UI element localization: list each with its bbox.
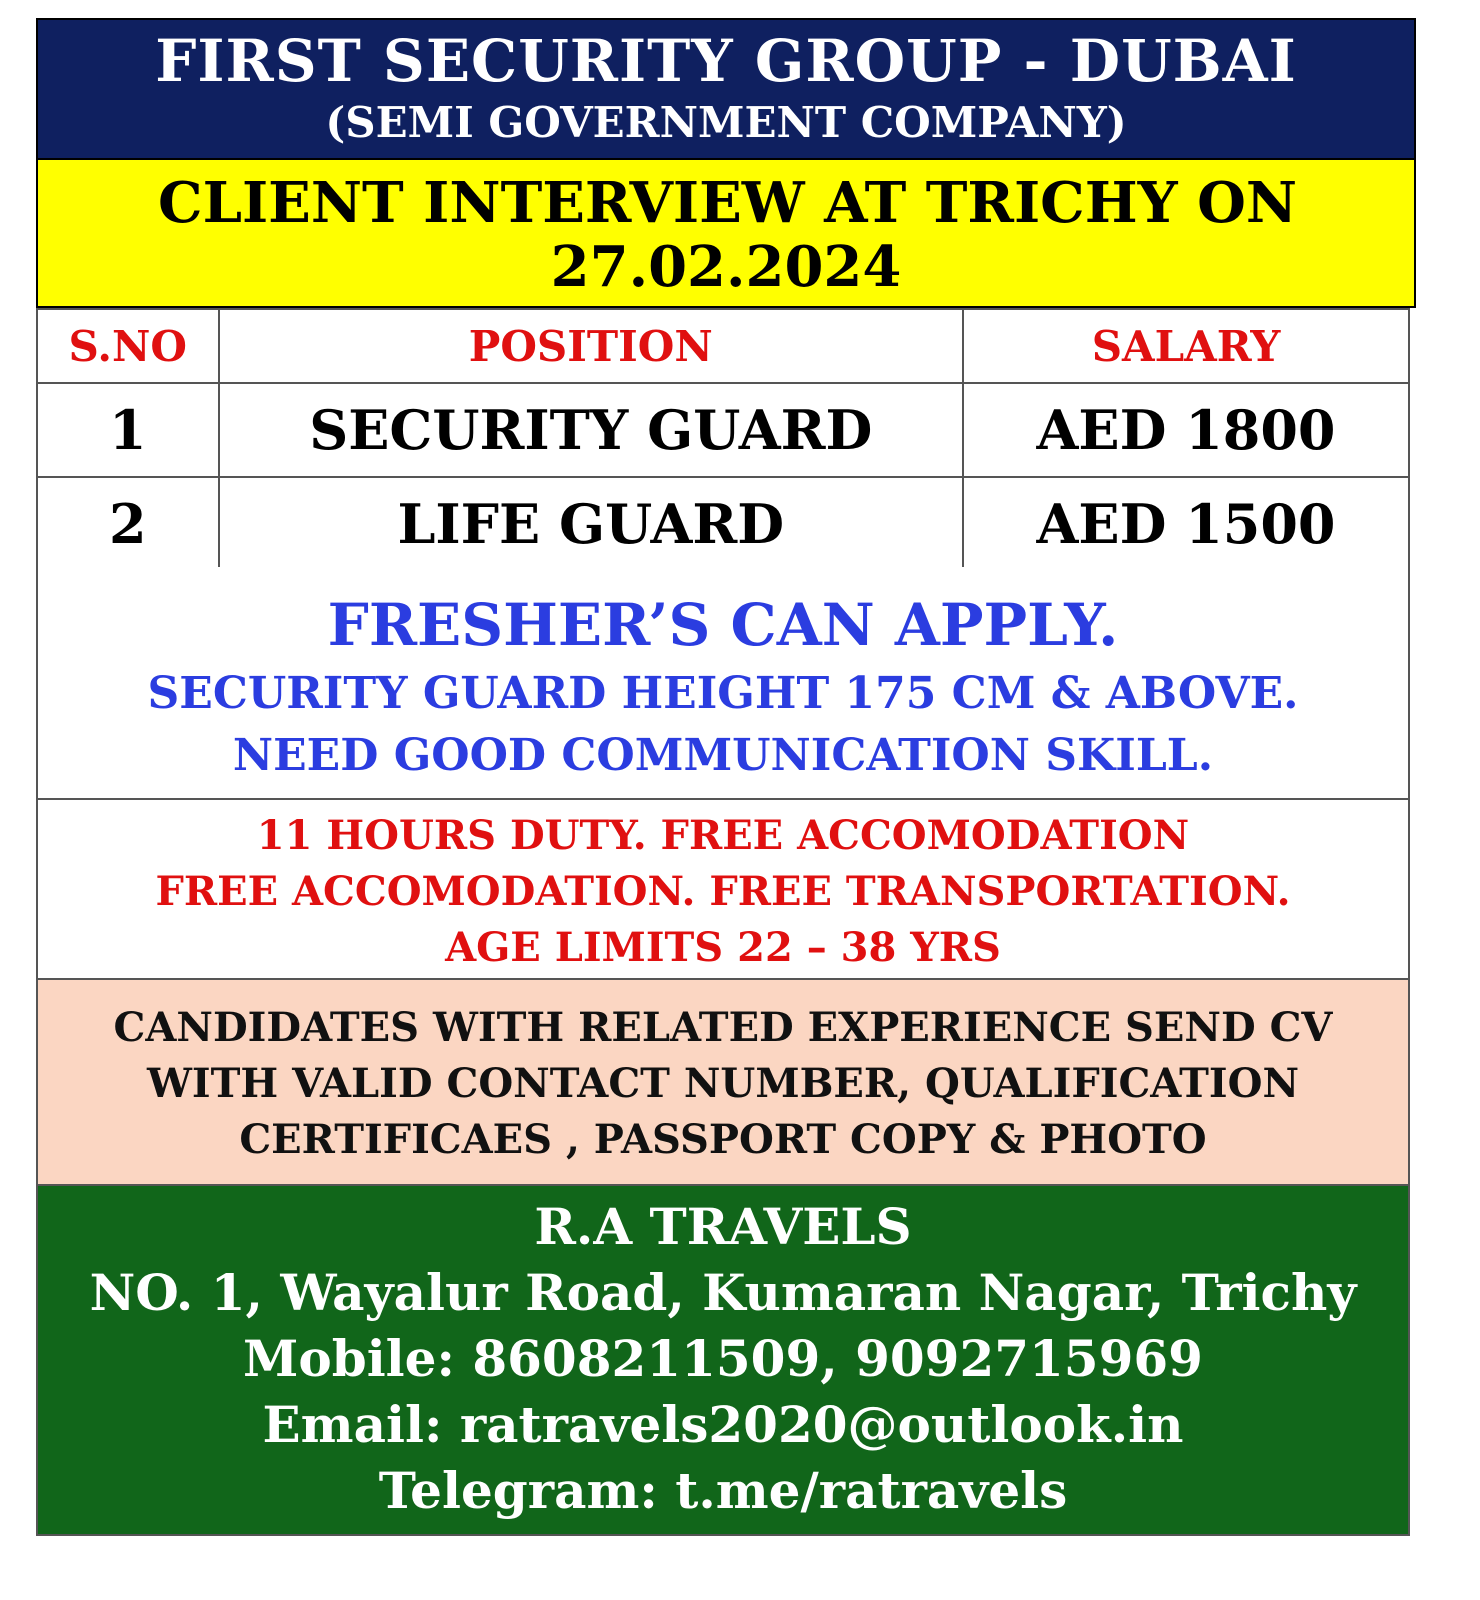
contact-section (36, 1186, 1410, 1536)
apply-line-1: CANDIDATES WITH RELATED EXPERIENCE SEND CV (113, 1004, 1333, 1051)
application-instructions (36, 980, 1410, 1186)
table-row (37, 383, 1409, 477)
row-salary: AED 1800 (963, 383, 1409, 477)
accommodation-transport: FREE ACCOMODATION. FREE TRANSPORTATION. (155, 868, 1291, 915)
apply-line-3: CERTIFICAES , PASSPORT COPY & PHOTO (239, 1116, 1207, 1163)
benefits-section (36, 800, 1410, 980)
agency-telegram: Telegram: t.me/ratravels (378, 1461, 1068, 1520)
table-row (37, 477, 1409, 571)
interview-banner (36, 160, 1416, 308)
duty-hours: 11 HOURS DUTY. FREE ACCOMODATION (256, 812, 1190, 859)
requirements-section (36, 567, 1410, 800)
apply-line-2: WITH VALID CONTACT NUMBER, QUALIFICATION (146, 1060, 1300, 1107)
row-salary: AED 1500 (963, 477, 1409, 571)
age-limits: AGE LIMITS 22 – 38 YRS (445, 924, 1001, 971)
freshers-notice: FRESHER’S CAN APPLY. (327, 591, 1119, 659)
company-title: FIRST SECURITY GROUP - DUBAI (155, 27, 1297, 95)
row-sno: 1 (37, 383, 219, 477)
agency-name: R.A TRAVELS (534, 1197, 912, 1256)
column-header-sno: S.NO (37, 309, 219, 383)
agency-address: NO. 1, Wayalur Road, Kumaran Nagar, Trichy (89, 1263, 1357, 1322)
agency-mobile: Mobile: 8608211509, 9092715969 (243, 1329, 1203, 1388)
interview-date: 27.02.2024 (550, 234, 902, 300)
communication-requirement: NEED GOOD COMMUNICATION SKILL. (232, 730, 1214, 781)
column-header-salary: SALARY (963, 309, 1409, 383)
height-requirement: SECURITY GUARD HEIGHT 175 CM & ABOVE. (147, 668, 1299, 719)
row-sno: 2 (37, 477, 219, 571)
company-header (36, 18, 1416, 160)
row-position: SECURITY GUARD (219, 383, 964, 477)
agency-email: Email: ratravels2020@outlook.in (262, 1395, 1184, 1454)
column-header-position: POSITION (219, 309, 964, 383)
interview-text: CLIENT INTERVIEW AT TRICHY ON (158, 170, 1298, 236)
positions-table (36, 308, 1410, 572)
table-header-row (37, 309, 1409, 383)
company-subtitle: (SEMI GOVERNMENT COMPANY) (325, 98, 1127, 147)
row-position: LIFE GUARD (219, 477, 964, 571)
